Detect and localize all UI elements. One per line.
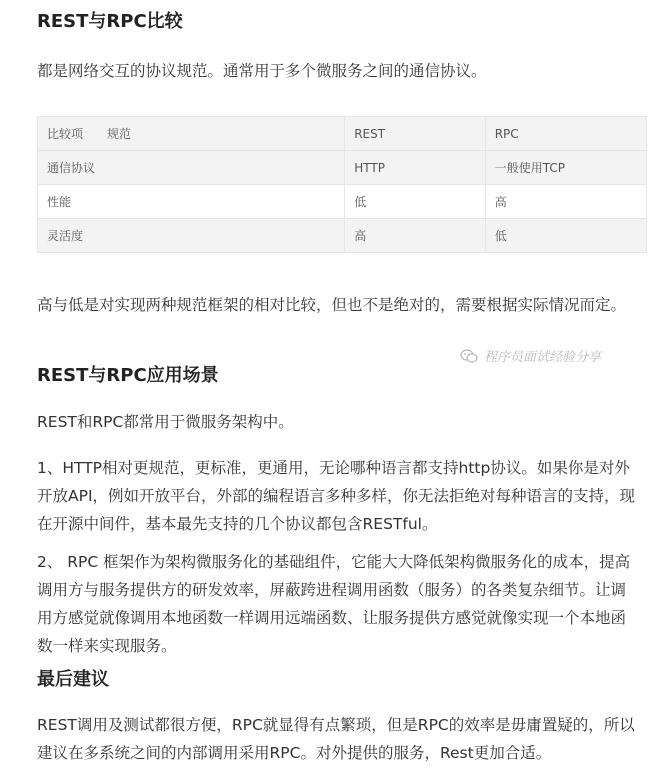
http-point-paragraph: 1、HTTP相对更规范，更标准，更通用，无论哪种语言都支持http协议。如果你是对外开放API，例如开放平台，外部的编程语言多种多样，你无法拒绝对每种语言的支持，现在开源中间件，基本最先支持的几个协议都包含RESTful。 bbox=[37, 459, 636, 533]
table-header-cell: REST bbox=[345, 117, 486, 151]
table-header-cell: RPC bbox=[485, 117, 646, 151]
table-cell: 低 bbox=[485, 219, 646, 253]
table-cell: 低 bbox=[345, 185, 486, 219]
table-cell: 高 bbox=[485, 185, 646, 219]
table-row bbox=[38, 151, 647, 185]
wechat-icon bbox=[460, 349, 478, 363]
watermark-text: 程序员面试经验分享 bbox=[484, 350, 602, 365]
common-usage-paragraph: REST和RPC都常用于微服务架构中。 bbox=[37, 413, 294, 431]
intro-paragraph: 都是网络交互的协议规范。通常用于多个微服务之间的通信协议。 bbox=[37, 62, 487, 80]
table-row bbox=[38, 219, 647, 253]
table-cell: HTTP bbox=[345, 151, 486, 185]
table-cell: 高 bbox=[345, 219, 486, 253]
table-cell: 性能 bbox=[38, 185, 345, 219]
watermark bbox=[460, 346, 601, 365]
table-cell: 一般使用TCP bbox=[485, 151, 646, 185]
section-heading-comparison: REST与RPC比较 bbox=[37, 11, 183, 32]
advice-paragraph: REST调用及测试都很方便，RPC就显得有点繁琐，但是RPC的效率是毋庸置疑的，所以建议在多系统之间的内部调用采用RPC。对外提供的服务，Rest更加合适。 bbox=[37, 716, 635, 762]
table-row bbox=[38, 185, 647, 219]
table-header-row bbox=[38, 117, 647, 151]
table-cell: 通信协议 bbox=[38, 151, 345, 185]
section-heading-usage: REST与RPC应用场景 bbox=[37, 365, 219, 386]
rpc-point-paragraph: 2、 RPC 框架作为架构微服务化的基础组件，它能大大降低架构微服务化的成本，提高调用方与服务提供方的研发效率，屏蔽跨进程调用函数（服务）的各类复杂细节。让调用方感觉就像调用本地函数一样调用远端函数、让服务提供方感觉就像实现一个本地函数一样来实现服务。 bbox=[37, 553, 631, 655]
relative-note-paragraph: 高与低是对实现两种规范框架的相对比较，但也不是绝对的，需要根据实际情况而定。 bbox=[37, 296, 627, 314]
section-heading-advice: 最后建议 bbox=[37, 669, 109, 690]
table-header-cell: 比较项 规范 bbox=[38, 117, 345, 151]
comparison-table bbox=[37, 116, 647, 253]
table-cell: 灵活度 bbox=[38, 219, 345, 253]
